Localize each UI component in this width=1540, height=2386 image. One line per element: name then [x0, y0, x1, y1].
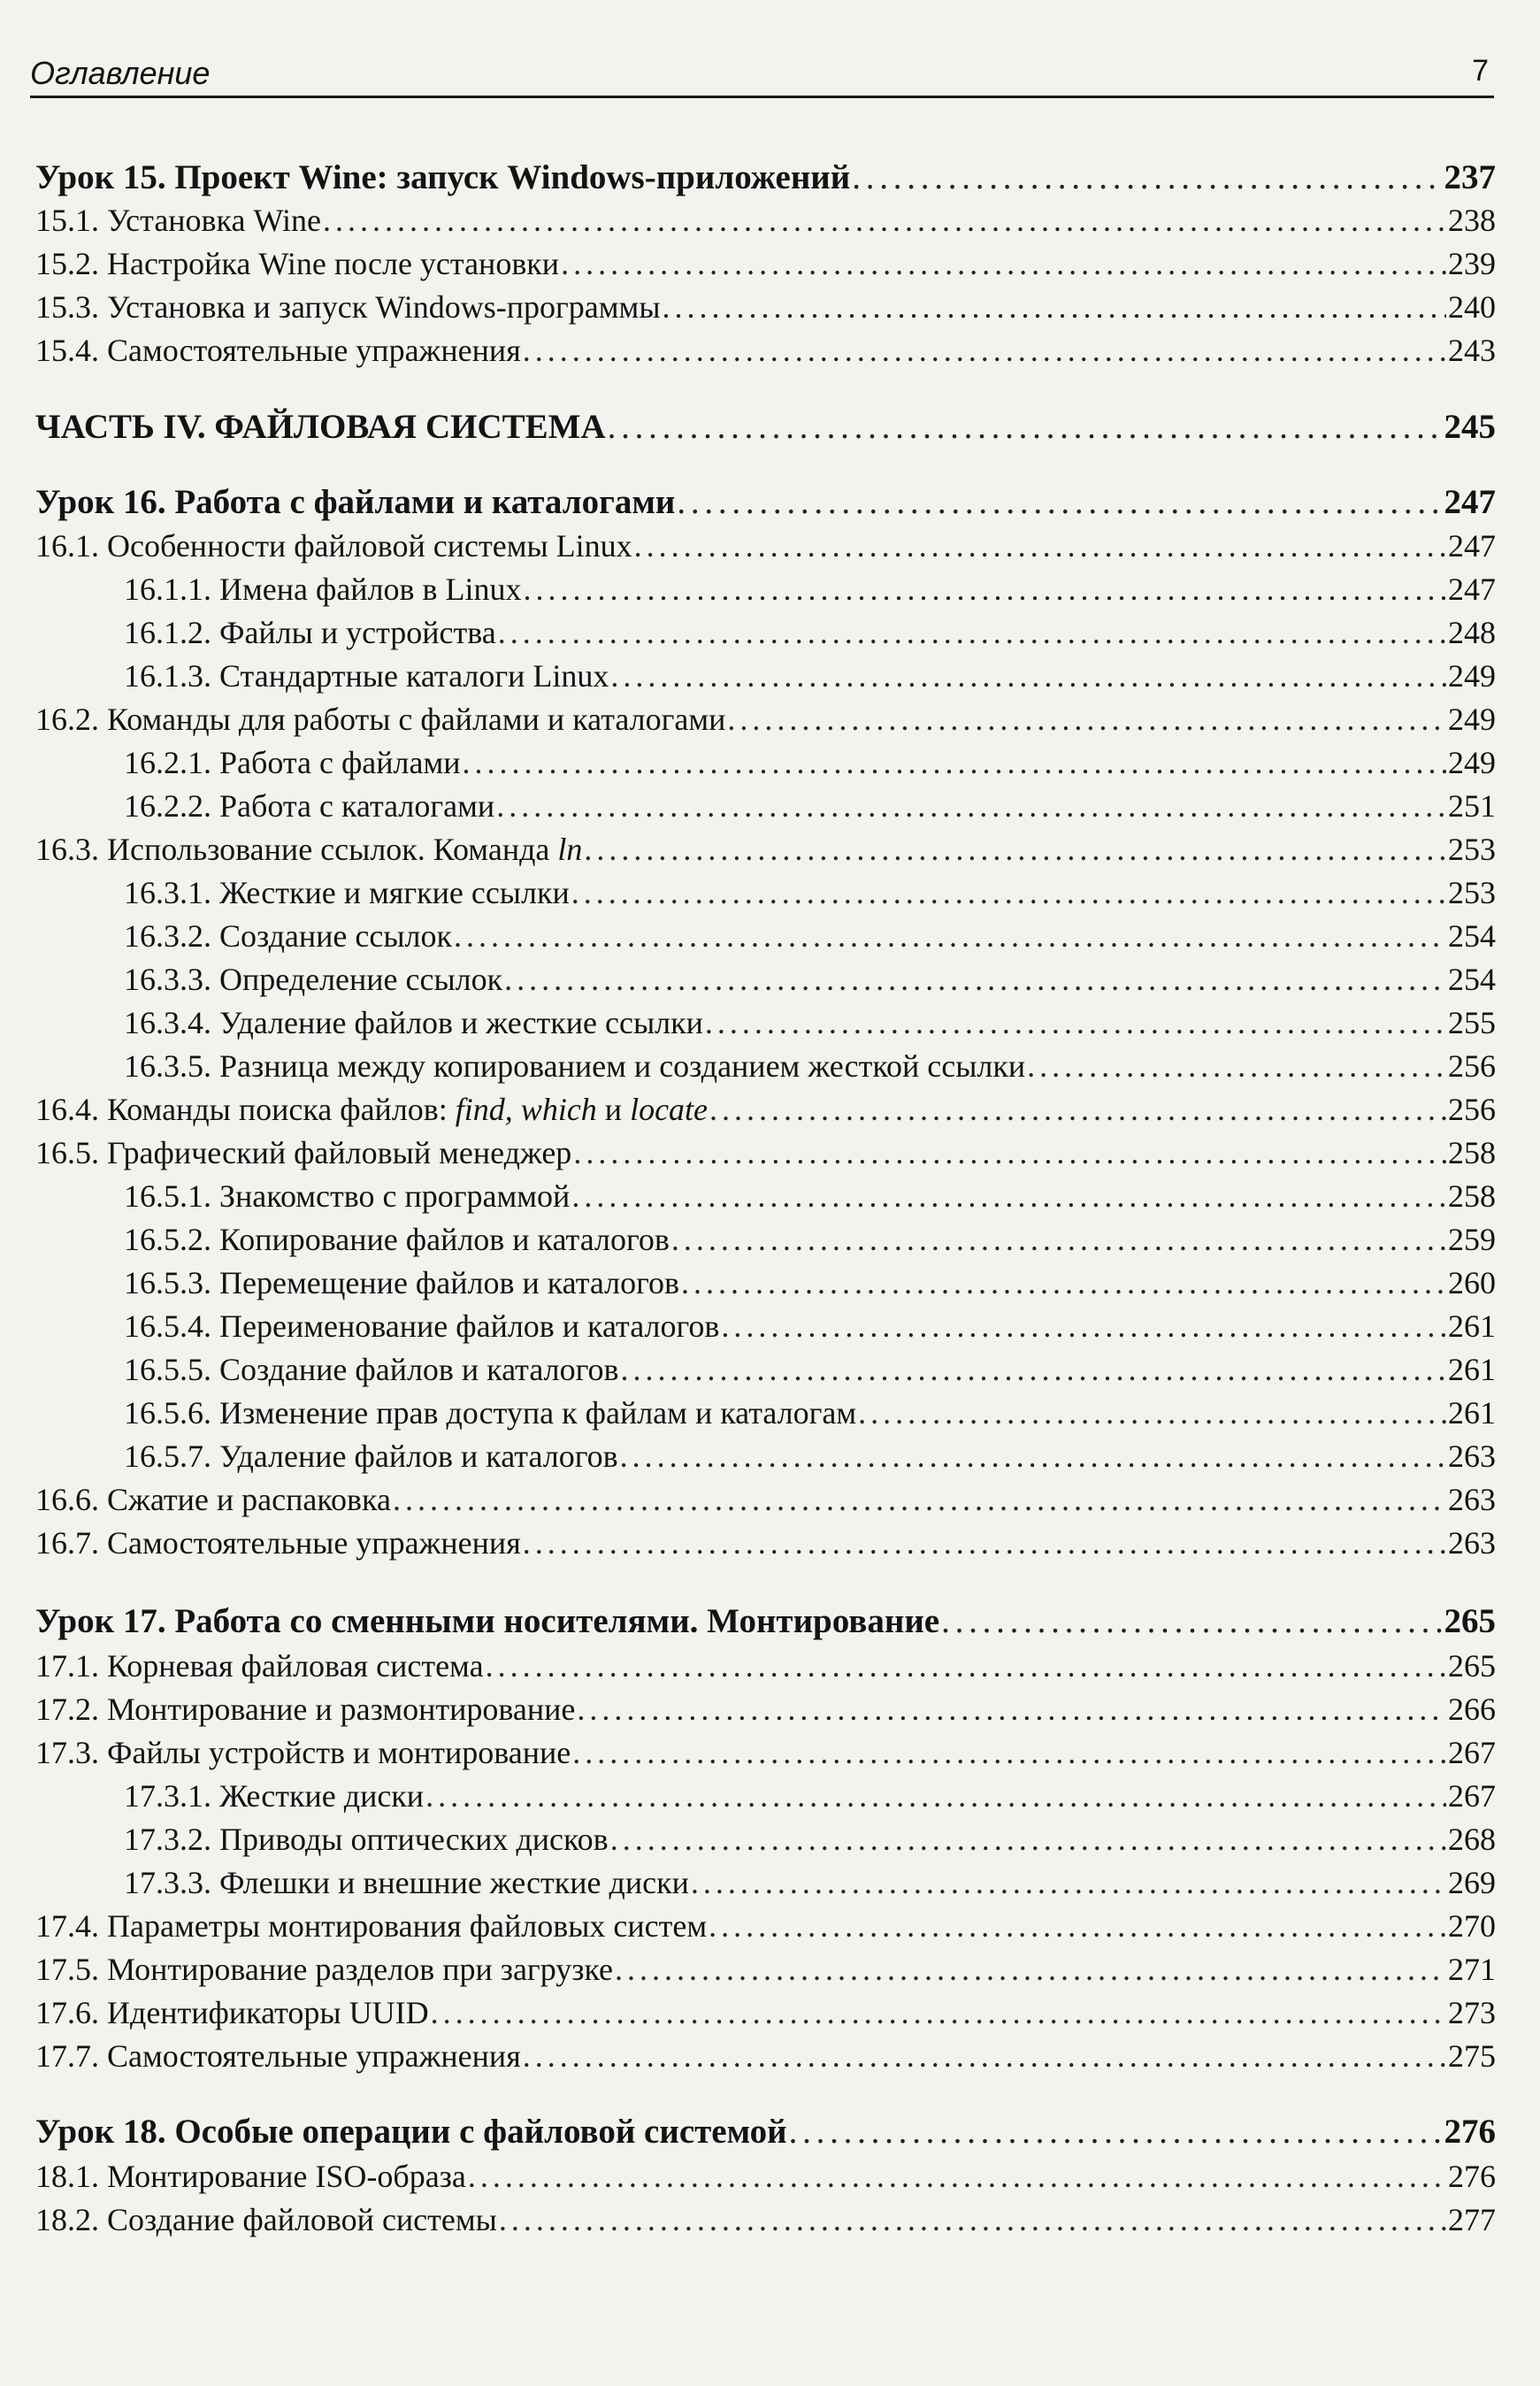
toc-subsection-entry [124, 1176, 1496, 1216]
toc-page-number: 256 [1448, 1092, 1496, 1127]
toc-page-number: 263 [1448, 1482, 1496, 1517]
toc-entry-label: Урок 18. Особые операции с файловой системой [35, 2113, 787, 2151]
toc-lesson-entry [35, 1601, 1496, 1642]
dot-leader [634, 526, 1446, 566]
toc-subsection-entry [124, 1819, 1496, 1860]
toc-subsection-entry [124, 1436, 1496, 1477]
toc-section-entry [35, 2156, 1496, 2197]
toc-subsection-entry [124, 1002, 1496, 1043]
toc-page-number: 256 [1448, 1048, 1496, 1084]
toc-section-entry [35, 1479, 1496, 1520]
dot-leader [852, 157, 1442, 198]
toc-page-number: 263 [1448, 1439, 1496, 1474]
toc-entry-label: 16.3. Использование ссылок. Команда ln [35, 832, 583, 867]
toc-page-number: 254 [1448, 962, 1496, 997]
toc-entry-label: 17.2. Монтирование и размонтирование [35, 1692, 576, 1727]
toc-page-number: 249 [1448, 702, 1496, 737]
toc-section-entry [35, 330, 1496, 371]
toc-page-number: 269 [1448, 1865, 1496, 1900]
toc-section-entry [35, 1646, 1496, 1686]
toc-section-entry [35, 287, 1496, 327]
toc-entry-label: ЧАСТЬ IV. ФАЙЛОВАЯ СИСТЕМА [35, 408, 606, 446]
toc-entry-label: Урок 17. Работа со сменными носителями. Монтирование [35, 1602, 940, 1640]
dot-leader [615, 1949, 1446, 1990]
dot-leader [463, 742, 1446, 783]
toc-page-number: 248 [1448, 615, 1496, 650]
toc-page-number: 239 [1448, 246, 1496, 281]
toc-page-number: 255 [1448, 1005, 1496, 1040]
dot-leader [571, 1176, 1446, 1216]
toc-entry-label: 17.3.1. Жесткие диски [124, 1778, 425, 1814]
toc-section-entry [35, 1732, 1496, 1773]
dot-leader [608, 407, 1443, 448]
toc-page-number: 276 [1444, 2113, 1496, 2151]
dot-leader [498, 612, 1446, 653]
dot-leader [941, 1601, 1442, 1642]
dot-leader [425, 1776, 1446, 1816]
dot-leader [677, 482, 1442, 523]
toc-subsection-entry [124, 959, 1496, 1000]
toc-page-number: 253 [1448, 832, 1496, 867]
dot-leader [620, 1436, 1446, 1477]
toc-entry-label: 16.1. Особенности файловой системы Linux [35, 528, 632, 564]
toc-page-number: 273 [1448, 1995, 1496, 2030]
toc-subsection-entry [124, 1306, 1496, 1346]
toc-entry-label: 16.5. Графический файловый менеджер [35, 1135, 572, 1170]
toc-page-number: 275 [1448, 2038, 1496, 2074]
toc-page-number: 240 [1448, 289, 1496, 325]
dot-leader [571, 872, 1446, 913]
dot-leader [610, 656, 1446, 696]
toc-entry-label: 17.3.3. Флешки и внешние жесткие диски [124, 1865, 689, 1900]
toc-entry-label: 16.3.1. Жесткие и мягкие ссылки [124, 875, 570, 910]
dot-leader [709, 1089, 1446, 1130]
toc-entry-label: 16.6. Сжатие и распаковка [35, 1482, 391, 1517]
toc-entry-label: 17.6. Идентификаторы UUID [35, 1995, 429, 2030]
toc-entry-label: 16.5.3. Перемещение файлов и каталогов [124, 1265, 680, 1300]
toc-entry-label: 17.4. Параметры монтирования файловых систем [35, 1908, 708, 1944]
dot-leader [705, 1002, 1446, 1043]
page-number: 7 [1472, 54, 1489, 88]
toc-page-number: 267 [1448, 1778, 1496, 1814]
toc-entry-label: 15.4. Самостоятельные упражнения [35, 333, 521, 368]
toc-section-entry [35, 1132, 1496, 1173]
toc-entry-label: 17.1. Корневая файловая система [35, 1648, 484, 1684]
toc-subsection-entry [124, 569, 1496, 610]
toc-subsection-entry [124, 786, 1496, 826]
toc-entry-label: 16.5.7. Удаление файлов и каталогов [124, 1439, 618, 1474]
dot-leader [499, 2199, 1446, 2240]
toc-entry-label: 16.3.3. Определение ссылок [124, 962, 503, 997]
dot-leader [523, 2036, 1446, 2076]
dot-leader [858, 1392, 1446, 1433]
toc-subsection-entry [124, 656, 1496, 696]
toc-section-entry [35, 526, 1496, 566]
dot-leader [789, 2112, 1443, 2152]
toc-section-entry [35, 829, 1496, 870]
toc-page-number: 251 [1448, 788, 1496, 824]
toc-page-number: 259 [1448, 1222, 1496, 1257]
toc-entry-label: 16.5.2. Копирование файлов и каталогов [124, 1222, 670, 1257]
dot-leader [610, 1819, 1446, 1860]
toc-entry-label: 15.3. Установка и запуск Windows-программы [35, 289, 661, 325]
toc-lesson-entry [35, 2112, 1496, 2152]
toc-page-number: 247 [1444, 483, 1496, 521]
toc-subsection-entry [124, 1862, 1496, 1903]
toc-page-number: 265 [1448, 1648, 1496, 1684]
toc-page-number: 261 [1448, 1395, 1496, 1431]
toc-section-entry [35, 2036, 1496, 2076]
toc-section-entry [35, 1906, 1496, 1946]
toc-page-number: 263 [1448, 1525, 1496, 1561]
toc-section-entry [35, 1992, 1496, 2033]
toc-page-number: 258 [1448, 1178, 1496, 1214]
toc-page-number: 261 [1448, 1308, 1496, 1344]
toc-subsection-entry [124, 612, 1496, 653]
toc-entry-label: 15.1. Установка Wine [35, 203, 321, 238]
toc-entry-label: 16.3.5. Разница между копированием и созданием жесткой ссылки [124, 1048, 1026, 1084]
dot-leader [663, 287, 1447, 327]
toc-subsection-entry [124, 1392, 1496, 1433]
toc-subsection-entry [124, 742, 1496, 783]
toc-page-number: 276 [1448, 2159, 1496, 2194]
dot-leader [454, 916, 1446, 956]
toc-entry-label: 15.2. Настройка Wine после установки [35, 246, 560, 281]
toc-entry-label: 16.5.5. Создание файлов и каталогов [124, 1352, 619, 1387]
toc-entry-label: 17.3.2. Приводы оптических дисков [124, 1822, 609, 1857]
toc-page-number: 253 [1448, 875, 1496, 910]
toc-entry-label: 16.5.6. Изменение прав доступа к файлам и каталогам [124, 1395, 857, 1431]
dot-leader [1027, 1046, 1446, 1086]
toc-page-number: 265 [1444, 1602, 1496, 1640]
dot-leader [523, 330, 1446, 371]
toc-entry-label: 17.5. Монтирование разделов при загрузке [35, 1952, 614, 1987]
toc-entry-label: 16.1.1. Имена файлов в Linux [124, 572, 522, 607]
toc-page-number: 247 [1448, 572, 1496, 607]
toc-page-number: 249 [1448, 745, 1496, 780]
toc-page-number: 266 [1448, 1692, 1496, 1727]
dot-leader [727, 699, 1446, 740]
toc-section-entry [35, 1949, 1496, 1990]
toc-entry-label: 16.5.4. Переименование файлов и каталогов [124, 1308, 720, 1344]
toc-page-number: 245 [1444, 408, 1496, 446]
dot-leader [561, 243, 1446, 284]
dot-leader [584, 829, 1446, 870]
dot-leader [486, 1646, 1446, 1686]
toc-entry-label: Урок 15. Проект Wine: запуск Windows-приложений [35, 158, 851, 196]
dot-leader [721, 1306, 1446, 1346]
dot-leader [691, 1862, 1446, 1903]
toc-page-number: 258 [1448, 1135, 1496, 1170]
toc-lesson-entry [35, 482, 1496, 523]
toc-section-entry [35, 2199, 1496, 2240]
toc-part-entry [35, 407, 1496, 448]
toc-section-entry [35, 200, 1496, 241]
toc-entry-label: 18.2. Создание файловой системы [35, 2202, 497, 2237]
dot-leader [573, 1132, 1446, 1173]
toc-section-entry [35, 1089, 1496, 1130]
toc-entry-label: 16.5.1. Знакомство с программой [124, 1178, 571, 1214]
dot-leader [671, 1219, 1446, 1260]
toc-page-number: 267 [1448, 1735, 1496, 1770]
toc-lesson-entry [35, 157, 1496, 198]
dot-leader [504, 959, 1446, 1000]
toc-entry-label: Урок 16. Работа с файлами и каталогами [35, 483, 676, 521]
toc-page-number: 261 [1448, 1352, 1496, 1387]
toc-page-number: 260 [1448, 1265, 1496, 1300]
toc-page-number: 237 [1444, 158, 1496, 196]
toc-entry-label: 17.3. Файлы устройств и монтирование [35, 1735, 571, 1770]
toc-subsection-entry [124, 916, 1496, 956]
dot-leader [524, 569, 1446, 610]
toc-entry-label: 16.4. Команды поиска файлов: find, which и locate [35, 1092, 709, 1127]
header-title: Оглавление [30, 55, 211, 91]
dot-leader [572, 1732, 1446, 1773]
dot-leader [496, 786, 1446, 826]
toc-entry-label: 16.7. Самостоятельные упражнения [35, 1525, 521, 1561]
toc-subsection-entry [124, 1349, 1496, 1390]
dot-leader [393, 1479, 1446, 1520]
dot-leader [577, 1689, 1446, 1730]
dot-leader [323, 200, 1446, 241]
toc-subsection-entry [124, 872, 1496, 913]
toc-entry-label: 16.2.1. Работа с файлами [124, 745, 461, 780]
dot-leader [523, 1523, 1446, 1563]
toc-entry-label: 17.7. Самостоятельные упражнения [35, 2038, 521, 2074]
dot-leader [709, 1906, 1446, 1946]
toc-page-number: 238 [1448, 203, 1496, 238]
toc-entry-label: 16.2.2. Работа с каталогами [124, 788, 495, 824]
toc-entry-label: 16.1.2. Файлы и устройства [124, 615, 496, 650]
toc-page-number: 277 [1448, 2202, 1496, 2237]
toc-entry-label: 18.1. Монтирование ISO-образа [35, 2159, 466, 2194]
toc-subsection-entry [124, 1776, 1496, 1816]
toc-page-number: 254 [1448, 918, 1496, 954]
toc-section-entry [35, 699, 1496, 740]
toc-subsection-entry [124, 1262, 1496, 1303]
toc-section-entry [35, 1689, 1496, 1730]
dot-leader [620, 1349, 1446, 1390]
toc-section-entry [35, 1523, 1496, 1563]
toc-subsection-entry [124, 1046, 1496, 1086]
dot-leader [681, 1262, 1446, 1303]
toc-subsection-entry [124, 1219, 1496, 1260]
toc-page-number: 247 [1448, 528, 1496, 564]
toc-entry-label: 16.3.4. Удаление файлов и жесткие ссылки [124, 1005, 703, 1040]
dot-leader [468, 2156, 1446, 2197]
toc-entry-label: 16.3.2. Создание ссылок [124, 918, 452, 954]
toc-page-number: 270 [1448, 1908, 1496, 1944]
toc-page-number: 243 [1448, 333, 1496, 368]
toc-entry-label: 16.1.3. Стандартные каталоги Linux [124, 658, 609, 694]
toc-section-entry [35, 243, 1496, 284]
dot-leader [431, 1992, 1446, 2033]
toc-page-number: 249 [1448, 658, 1496, 694]
toc-page-number: 271 [1448, 1952, 1496, 1987]
toc-entry-label: 16.2. Команды для работы с файлами и каталогами [35, 702, 726, 737]
toc-page-number: 268 [1448, 1822, 1496, 1857]
